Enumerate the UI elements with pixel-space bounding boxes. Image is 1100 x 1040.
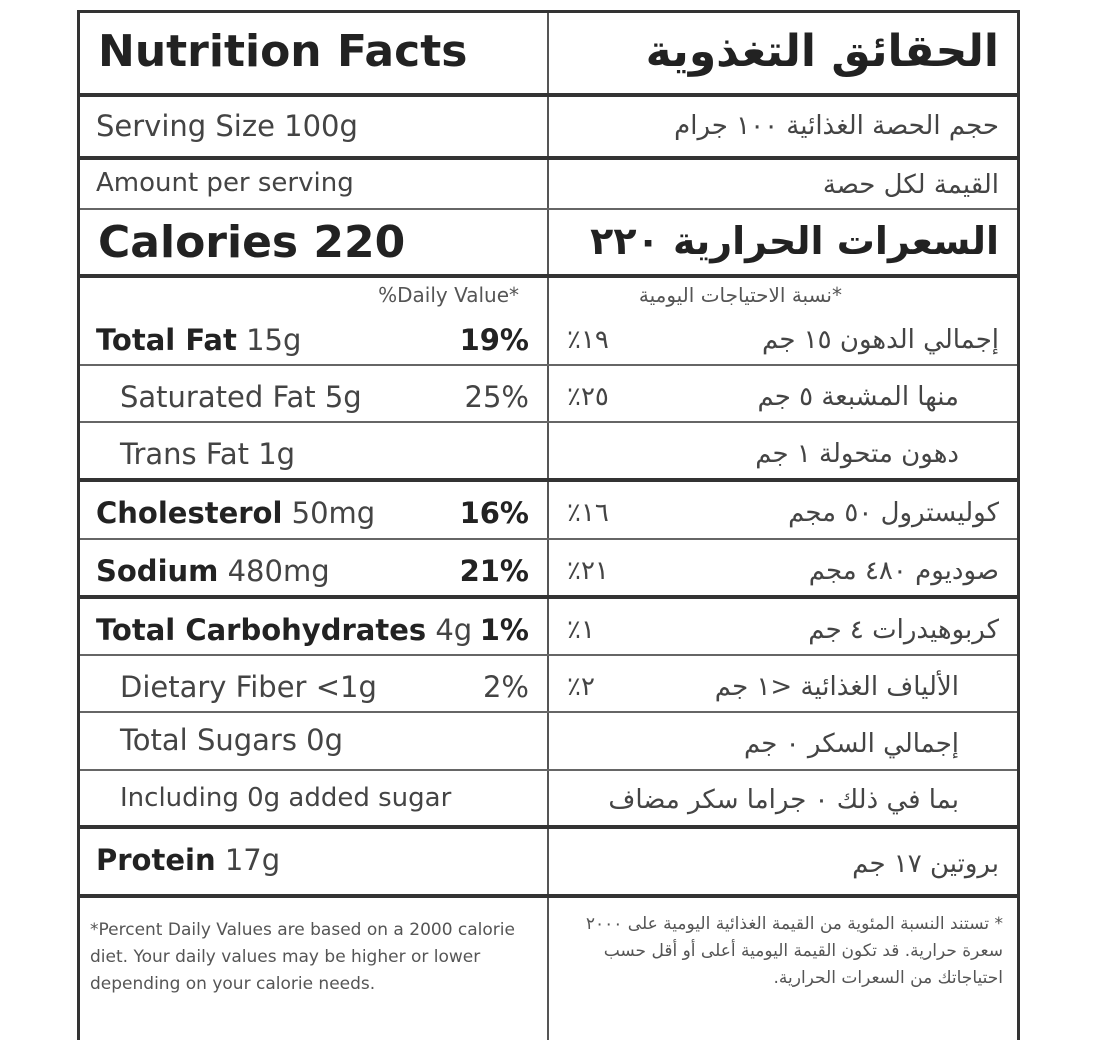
title-ar: الحقائق التغذوية	[645, 26, 999, 77]
nutrient-name: Sodium	[96, 554, 219, 588]
nutrition-facts-label	[77, 10, 1020, 1040]
calories-en: Calories 220	[98, 217, 406, 268]
nutrient-ar: صوديوم ٤٨٠ مجم	[808, 556, 999, 586]
amount-per-serving-en: Amount per serving	[96, 168, 354, 198]
nutrient-ar: بما في ذلك ٠ جراما سكر مضاف	[608, 785, 959, 815]
nutrient-pct-ar: ٪١٦	[567, 498, 609, 528]
nutrient-row-total-fat	[80, 309, 1017, 364]
title-row	[80, 13, 1017, 93]
nutrient-name: Including 0g added sugar	[120, 783, 452, 813]
footnote-ar: * تستند النسبة المئوية من القيمة الغذائية اليومية على ٢٠٠٠ سعرة حرارية. قد تكون القيمة اليومية أعلى أو أقل حسب احتياجاتك من السعرات الحرارية.	[585, 914, 1003, 988]
nutrient-pct: 21%	[459, 554, 529, 588]
nutrient-row-trans-fat	[80, 423, 1017, 478]
divider	[80, 894, 1017, 898]
nutrient-amount: 480mg	[227, 554, 330, 588]
nutrient-ar: إجمالي الدهون ١٥ جم	[762, 325, 999, 355]
nutrient-ar: كربوهيدرات ٤ جم	[808, 615, 999, 645]
nutrient-name: Total Carbohydrates	[96, 613, 427, 647]
daily-value-header-ar: *نسبة الاحتياجات اليومية	[638, 283, 842, 307]
nutrient-amount: 15g	[246, 323, 302, 357]
nutrient-pct: 2%	[482, 670, 529, 704]
nutrient-pct: 16%	[459, 496, 529, 530]
amount-per-serving-ar: القيمة لكل حصة	[822, 170, 999, 200]
nutrient-ar: منها المشبعة ٥ جم	[757, 382, 959, 412]
nutrient-ar: إجمالي السكر ٠ جم	[743, 729, 959, 759]
nutrient-ar: دهون متحولة ١ جم	[755, 439, 959, 469]
nutrient-pct: 25%	[464, 380, 529, 414]
nutrient-name: Saturated Fat 5g	[120, 380, 362, 414]
nutrient-name: Cholesterol	[96, 496, 283, 530]
nutrient-pct-ar: ٪٢	[567, 672, 595, 702]
footnote-en: *Percent Daily Values are based on a 2000 calorie diet. Your daily values may be higher or lower depending on your calorie needs.	[90, 920, 515, 994]
divider	[80, 274, 1017, 278]
calories-ar: السعرات الحرارية ٢٢٠	[590, 219, 999, 263]
nutrient-amount: 4g	[435, 613, 473, 647]
amount-per-serving-row	[80, 160, 1017, 208]
nutrient-row-saturated-fat	[80, 366, 1017, 421]
nutrient-amount: 50mg	[291, 496, 376, 530]
nutrient-amount: 17g	[224, 843, 281, 877]
nutrient-row-protein	[80, 829, 1017, 894]
nutrient-ar: بروتين ١٧ جم	[852, 849, 999, 879]
nutrient-pct: 1%	[479, 613, 529, 647]
daily-value-header-en: %Daily Value*	[378, 283, 519, 307]
footnote-row	[80, 899, 1017, 1039]
nutrient-pct-ar: ٪١٩	[567, 325, 609, 355]
nutrient-name: Protein	[96, 843, 216, 877]
nutrient-pct-ar: ٪٢٥	[567, 382, 609, 412]
serving-size-en: Serving Size 100g	[96, 109, 358, 143]
nutrient-pct-ar: ٪١	[567, 615, 595, 645]
nutrient-ar: كوليسترول ٥٠ مجم	[788, 498, 999, 528]
nutrient-name: Dietary Fiber <1g	[120, 670, 377, 704]
calories-row	[80, 210, 1017, 274]
serving-size-ar: حجم الحصة الغذائية ١٠٠ جرام	[674, 111, 999, 141]
nutrient-pct-ar: ٪٢١	[567, 556, 609, 586]
title-en: Nutrition Facts	[98, 26, 468, 77]
nutrient-pct: 19%	[459, 323, 529, 357]
daily-value-header	[80, 279, 1017, 309]
nutrient-row-total-sugars	[80, 713, 1017, 769]
nutrient-row-added-sugar	[80, 771, 1017, 827]
nutrient-row-sodium	[80, 540, 1017, 595]
nutrient-name: Total Sugars 0g	[120, 723, 344, 757]
nutrient-row-total-carbohydrates	[80, 599, 1017, 654]
nutrient-row-cholesterol	[80, 482, 1017, 538]
nutrient-ar: الألياف الغذائية <١ جم	[714, 672, 959, 702]
nutrient-name: Total Fat	[96, 323, 237, 357]
serving-size-row	[80, 97, 1017, 157]
nutrient-name: Trans Fat 1g	[120, 437, 296, 471]
nutrient-row-dietary-fiber	[80, 656, 1017, 711]
